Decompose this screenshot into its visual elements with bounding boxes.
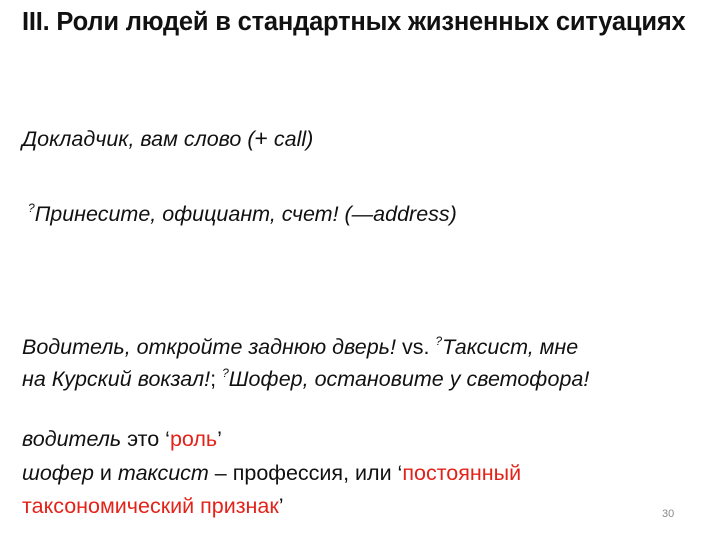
driver-phrase: Водитель, откройте заднюю дверь! — [22, 335, 396, 359]
word-driver: водитель — [22, 427, 122, 451]
call-tag: call) — [267, 127, 314, 151]
question-mark: ? — [222, 366, 229, 380]
conclusion-and: и — [93, 461, 118, 485]
conclusion-text: – профессия, или ‘ — [208, 461, 403, 485]
plus-sign: + — [254, 125, 268, 151]
question-mark: ? — [435, 334, 443, 348]
taxonomic-highlight: таксономический признак — [22, 494, 279, 518]
page-number: 30 — [662, 508, 675, 520]
call-phrase: Докладчик, вам слово ( — [22, 127, 255, 151]
question-mark: ? — [28, 201, 35, 215]
role-highlight: роль — [169, 427, 218, 451]
closing-quote: ’ — [217, 427, 222, 451]
example-address — [28, 194, 457, 229]
conclusion-text: это ‘ — [121, 427, 170, 451]
example-driver-line-1 — [22, 327, 578, 362]
chauffeur-phrase: Шофер, остановите у светофора! — [228, 367, 590, 391]
address-phrase: Принесите, официант, счет! (—address) — [34, 202, 457, 226]
conclusion-line-1 — [22, 425, 222, 454]
conclusion-line-2 — [22, 459, 521, 488]
word-taxi-driver: таксист — [117, 461, 209, 485]
example-driver-line-2 — [22, 359, 589, 394]
semicolon: ; — [210, 367, 223, 391]
word-chauffeur: шофер — [22, 461, 94, 485]
taxi-phrase: Таксист, мне — [442, 335, 579, 359]
example-call — [22, 124, 313, 154]
kursky-phrase: на Курский вокзал! — [22, 367, 211, 391]
slide-title: III. Роли людей в стандартных жизненных ситуациях — [22, 8, 686, 36]
vs-text: vs. — [395, 335, 436, 359]
closing-quote: ’ — [278, 494, 284, 518]
permanent-highlight: постоянный — [402, 461, 522, 485]
conclusion-line-3 — [22, 492, 284, 521]
